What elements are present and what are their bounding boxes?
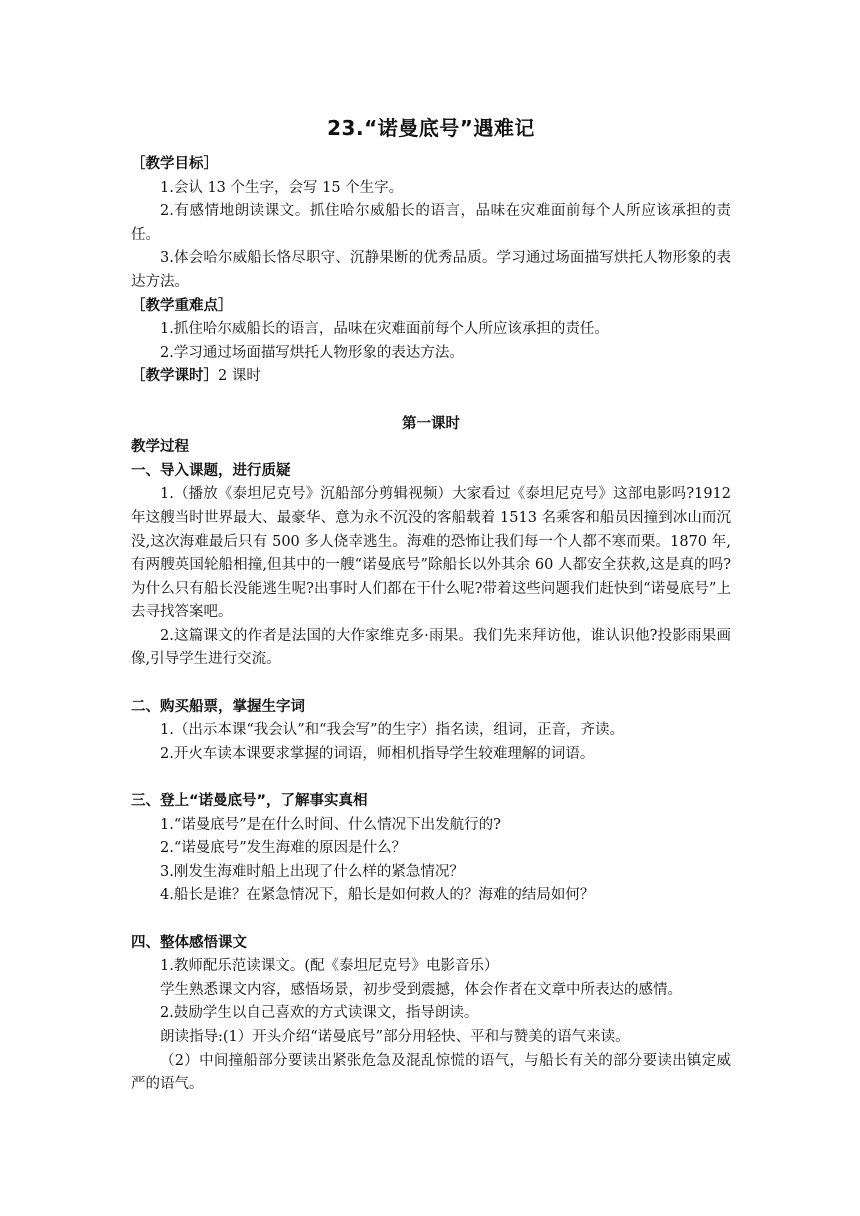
keypoints-heading: ［教学重难点］ [131,297,233,314]
hours-line [131,365,731,389]
lesson-title: 第一课时 [402,415,460,432]
section-4-para-1: 1.教师配乐范读课文。(配《泰坦尼克号》电影音乐） [160,958,499,975]
section-3-para-1: 1.“诺曼底号”是在什么时间、什么情况下出发航行的? [160,816,501,833]
section-2-para-2: 2.开火车读本课要求掌握的词语，师相机指导学生较难理解的词语。 [160,745,595,762]
section-2-heading: 二、购买船票，掌握生字词 [131,698,305,715]
section-4-para-4: 朗读指导:(1）开头介绍“诺曼底号”部分用轻快、平和与赞美的语气来读。 [160,1028,630,1045]
document-page [131,112,731,1097]
hours-heading: ［教学课时］ [131,368,218,385]
section-4-para-5: （2）中间撞船部分要读出紧张危急及混乱惊慌的语气，与船长有关的部分要读出镇定威严的语气。 [131,1052,731,1093]
section-1-para-2: 2.这篇课文的作者是法国的大作家维克多·雨果。我们先来拜访他，谁认识他?投影雨果画像,引导学生进行交流。 [131,627,731,668]
goal-item-3: 3.体会哈尔威船长恪尽职守、沉静果断的优秀品质。学习通过场面描写烘托人物形象的表达方法。 [131,250,731,290]
process-title: 教学过程 [131,439,189,456]
hours-value: 2 课时 [218,368,261,385]
section-2-para-1: 1.（出示本课“我会认”和“我会写”的生字）指名读，组词，正音，齐读。 [160,722,624,739]
goal-item-2: 2.有感情地朗读课文。抓住哈尔威船长的语言，品味在灾难面前每个人所应该承担的责任。 [131,203,731,243]
section-3-para-3: 3.刚发生海难时船上出现了什么样的紧急情况？ [160,863,464,880]
document-title: 23.“诺曼底号”遇难记 [327,116,535,140]
section-3-para-4: 4.船长是谁？在紧急情况下，船长是如何救人的？海难的结局如何？ [160,887,595,904]
section-3-para-2: 2.“诺曼底号”发生海难的原因是什么？ [160,840,407,857]
section-3-heading: 三、登上“诺曼底号”，了解事实真相 [131,793,368,810]
keypoint-item-1: 1.抓住哈尔威船长的语言，品味在灾难面前每个人所应该承担的责任。 [160,321,609,338]
section-1-heading: 一、导入课题，进行质疑 [131,462,291,479]
section-1-para-1: 1.（播放《泰坦尼克号》沉船部分剪辑视频）大家看过《泰坦尼克号》这部电影吗?1912 年这艘当时世界最大、最豪华、意为永不沉没的客船载着 1513 名乘客和船员因撞到冰山而沉没,这次海难最后只有 500 多人侥幸逃生。海难的恐怖让我们每一个人都不寒而栗。1870 年,有两艘英国轮船相撞,但其中的一艘“诺曼底号”除船长以外其余 60 人都安全获救,这是真的吗?为什么只有船长没能逃生呢?出事时人们都在干什么呢?带着这些问题我们赶快到“诺曼底号”上去寻找答案吧。 [131,486,731,621]
section-4-heading: 四、整体感悟课文 [131,934,247,951]
goal-item-1: 1.会认 13 个生字，会写 15 个生字。 [160,179,404,196]
section-4-para-2: 学生熟悉课文内容，感悟场景，初步受到震撼，体会作者在文章中所表达的感情。 [160,981,682,998]
goals-heading: ［教学目标］ [131,156,218,172]
section-4-para-3: 2.鼓励学生以自己喜欢的方式读课文，指导朗读。 [160,1005,479,1022]
keypoint-item-2: 2.学习通过场面描写烘托人物形象的表达方法。 [160,344,464,361]
